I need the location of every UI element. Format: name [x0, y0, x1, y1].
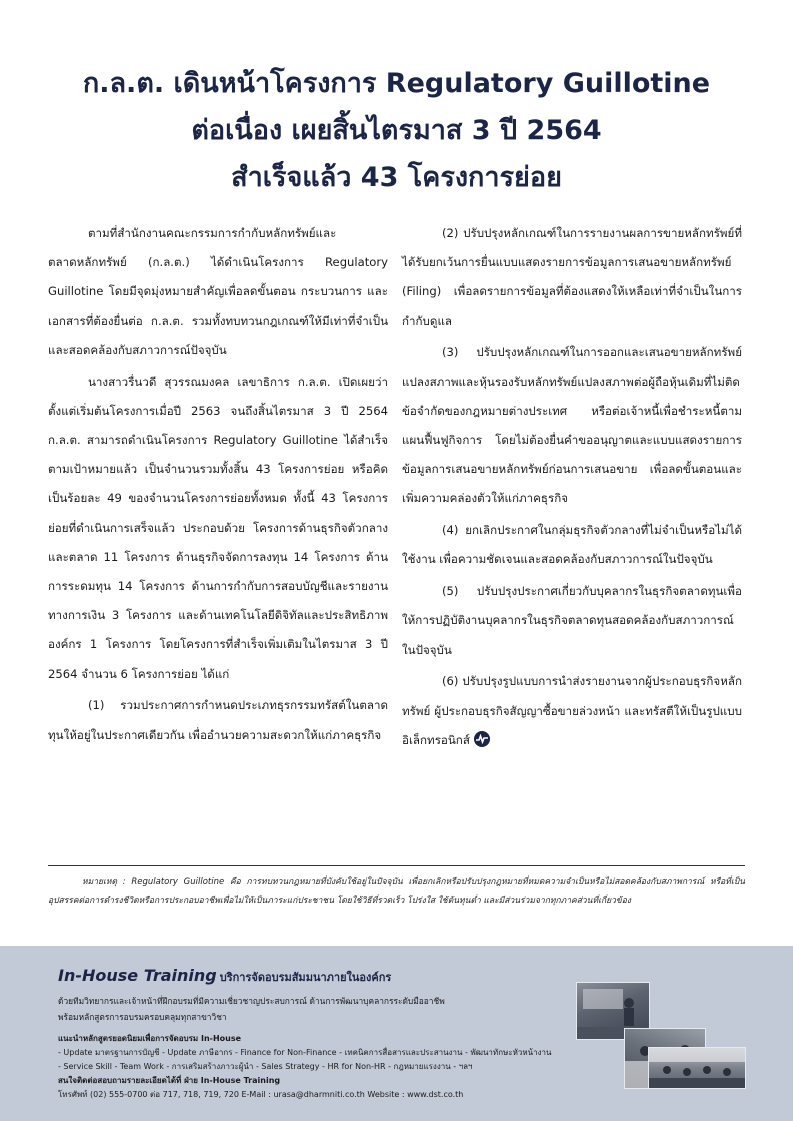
- article-title: [0, 60, 793, 201]
- ad-title-th: บริการจัดอบรมสัมมนาภายในองค์กร: [219, 971, 392, 984]
- footnote: หมายเหตุ : Regulatory Guillotine คือ การทบทวนกฎหมายที่บังคับใช้อยู่ในปัจจุบัน เพื่อยกเลิกหรือปรับปรุงกฎหมายที่หมดความจำเป็นหรือไม่สอดคล้องกับสภาพการณ์ หรือที่เป็นอุปสรรคต่อการดำรงชีวิตหรือการประกอบอาชีพเพื่อไม่ให้เป็นภาระแก่ประชาชน โดยใช้วิธีที่รวดเร็ว โปร่งใส ใช้ต้นทุนต่ำ และมีส่วนร่วมจากทุกภาคส่วนที่เกี่ยวข้อง: [48, 877, 745, 906]
- title-line-1: ก.ล.ต. เดินหน้าโครงการ Regulatory Guillotine: [82, 68, 711, 99]
- end-mark-icon: [474, 731, 490, 747]
- ad-courses-line-1: - Update มาตรฐานการบัญชี - Update ภาษีอากร - Finance for Non-Finance - เทคนิคการสื่อสารและประสานงาน - พัฒนาทักษะหัวหน้างาน: [58, 1048, 552, 1057]
- ad-details: [58, 1032, 578, 1102]
- paragraph: (3) ปรับปรุงหลักเกณฑ์ในการออกและเสนอขายหลักทรัพย์แปลงสภาพและหุ้นรองรับหลักทรัพย์แปลงสภาพต่อผู้ถือหุ้นเดิมที่ไม่ติดข้อจำกัดของกฎหมายต่างประเทศ หรือต่อเจ้าหนี้เพื่อชำระหนี้ตามแผนฟื้นฟูกิจการ โดยไม่ต้องยื่นคำขออนุญาตและแบบแสดงรายการข้อมูลการเสนอขายหลักทรัพย์ก่อนการเสนอขาย เพื่อลดขั้นตอนและเพิ่มความคล่องตัวให้แก่ภาคธุรกิจ: [402, 345, 742, 506]
- paragraph: นางสาวรื่นวดี สุวรรณมงคล เลขาธิการ ก.ล.ต. เปิดเผยว่า ตั้งแต่เริ่มต้นโครงการเมื่อปี 2563 จนถึงสิ้นไตรมาส 3 ปี 2564 ก.ล.ต. สามารถดำเนินโครงการ Regulatory Guillotine ได้สำเร็จตามเป้าหมายแล้ว เป็นจำนวนรวมทั้งสิ้น 43 โครงการย่อย หรือคิดเป็นร้อยละ 49 ของจำนวนโครงการย่อยทั้งหมด ทั้งนี้ 43 โครงการย่อยที่ดำเนินการเสร็จแล้ว ประกอบด้วย โครงการด้านธุรกิจตัวกลางและตลาด 11 โครงการ ด้านธุรกิจจัดการลงทุน 14 โครงการ ด้านการระดมทุน 14 โครงการ ด้านการกำกับการสอบบัญชีและรายงานทางการเงิน 3 โครงการ และด้านเทคโนโลยีดิจิทัลและประสิทธิภาพองค์กร 1 โครงการ โดยโครงการที่สำเร็จเพิ่มเติมในไตรมาส 3 ปี 2564 จำนวน 6 โครงการย่อย ได้แก่: [48, 374, 388, 681]
- ad-contact-line: โทรศัพท์ (02) 555-0700 ต่อ 717, 718, 719, 720 E-Mail : urasa@dharmniti.co.th Website : www.dst.co.th: [58, 1090, 464, 1099]
- ad-intro: [58, 993, 578, 1025]
- note-divider: [48, 865, 745, 866]
- title-line-2: ต่อเนื่อง เผยสิ้นไตรมาส 3 ปี 2564: [191, 115, 602, 146]
- ad-popular-heading: แนะนำหลักสูตรยอดนิยมเพื่อการจัดอบรม In-House: [58, 1034, 242, 1043]
- paragraph: ตามที่สำนักงานคณะกรรมการกำกับหลักทรัพย์และตลาดหลักทรัพย์ (ก.ล.ต.) ได้ดำเนินโครงการ Regulatory Guillotine โดยมีจุดมุ่งหมายสำคัญเพื่อลดขั้นตอน กระบวนการ และเอกสารที่ต้องยื่นต่อ ก.ล.ต. รวมทั้งทบทวนกฎเกณฑ์ให้มีเท่าที่จำเป็นและสอดคล้องกับสภาวการณ์ปัจจุบัน: [48, 226, 388, 357]
- paragraph-text: (6) ปรับปรุงรูปแบบการนำส่งรายงานจากผู้ประกอบธุรกิจหลักทรัพย์ ผู้ประกอบธุรกิจสัญญาซื้อขายล่วงหน้า และทรัสตีให้เป็นรูปแบบอิเล็กทรอนิกส์: [402, 674, 742, 747]
- paragraph: (4) ยกเลิกประกาศในกลุ่มธุรกิจตัวกลางที่ไม่จำเป็นหรือไม่ได้ใช้งาน เพื่อความชัดเจนและสอดคล้องกับสภาวการณ์ในปัจจุบัน: [402, 523, 742, 567]
- paragraph: (5) ปรับปรุงประกาศเกี่ยวกับบุคลากรในธุรกิจตลาดทุนเพื่อให้การปฏิบัติงานบุคลากรในธุรกิจตลาดทุนสอดคล้องกับสภาวการณ์ในปัจจุบัน: [402, 584, 742, 657]
- ad-title: [58, 966, 391, 986]
- paragraph-last: [402, 667, 742, 755]
- paragraph: (2) ปรับปรุงหลักเกณฑ์ในการรายงานผลการขายหลักทรัพย์ที่ได้รับยกเว้นการยื่นแบบแสดงรายการข้อมูลการเสนอขายหลักทรัพย์ (Filing) เพื่อลดรายการข้อมูลที่ต้องแสดงให้เหลือเท่าที่จำเป็นในการกำกับดูแล: [402, 226, 742, 328]
- ad-intro-line-1: ด้วยทีมวิทยากรและเจ้าหน้าที่ฝึกอบรมที่มีความเชี่ยวชาญประสบการณ์ ด้านการพัฒนาบุคลากรระดับมืออาชีพ: [58, 996, 445, 1006]
- title-line-3: สำเร็จแล้ว 43 โครงการย่อย: [231, 162, 562, 193]
- ad-intro-line-2: พร้อมหลักสูตรการอบรมครอบคลุมทุกสาขาวิชา: [58, 1012, 227, 1022]
- left-column: [48, 219, 388, 752]
- training-photo-3: [648, 1047, 746, 1089]
- right-column: [402, 219, 742, 758]
- paragraph: (1) รวมประกาศการกำหนดประเภทธุรกรรมทรัสต์ในตลาดทุนให้อยู่ในประกาศเดียวกัน เพื่ออำนวยความสะดวกให้แก่ภาคธุรกิจ: [48, 698, 388, 742]
- ad-contact-heading: สนใจติดต่อสอบถามรายละเอียดได้ที่ ฝ่าย In-House Training: [58, 1076, 281, 1085]
- ad-title-en: In-House Training: [58, 966, 217, 985]
- ad-courses-line-2: - Service Skill - Team Work - การเสริมสร้างภาวะผู้นำ - Sales Strategy - HR for Non-HR - กฎหมายแรงงาน - ฯลฯ: [58, 1062, 473, 1071]
